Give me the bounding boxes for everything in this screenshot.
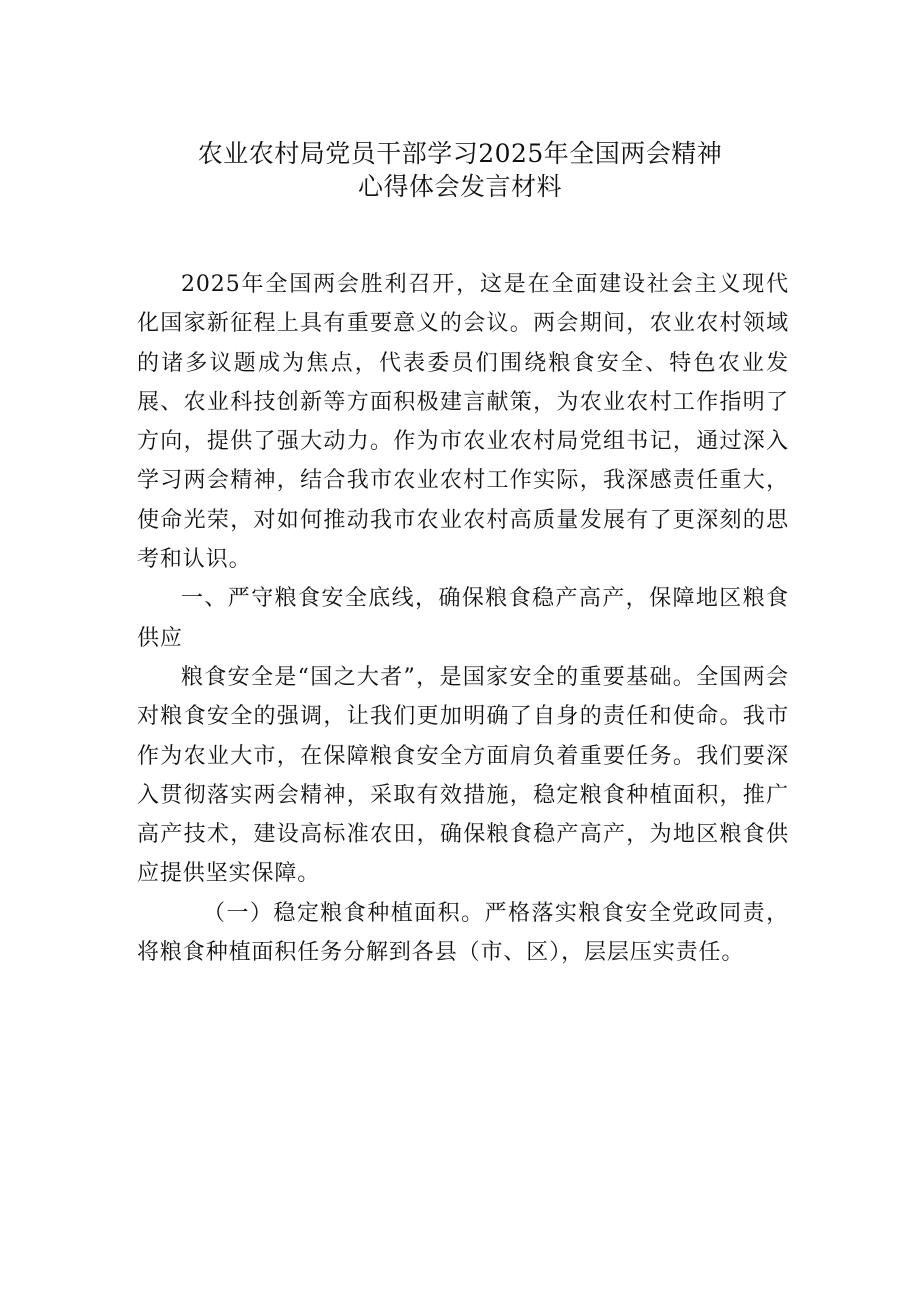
intro-paragraph: 2025年全国两会胜利召开，这是在全面建设社会主义现代化国家新征程上具有重要意义的会议。两会期间，农业农村领域的诸多议题成为焦点，代表委员们围绕粮食安全、特色农业发展、农业科技创新等方面积极建言献策，为农业农村工作指明了方向，提供了强大动力。作为市农业农村局党组书记，通过深入学习两会精神，结合我市农业农村工作实际，我深感责任重大，使命光荣，对如何推动我市农业农村高质量发展有了更深刻的思考和认识。 [137,272,789,573]
document-body [137,265,789,972]
document-title-line-2: 心得体会发言材料 [357,172,562,201]
document-title-line-1: 农业农村局党员干部学习2025年全国两会精神 [197,139,723,168]
section-1-paragraph: 粮食安全是“国之大者”，是国家安全的重要基础。全国两会对粮食安全的强调，让我们更加明确了自身的责任和使命。我市作为农业大市，在保障粮食安全方面肩负着重要任务。我们要深入贯彻落实两会精神，采取有效措施，稳定粮食种植面积，推广高产技术，建设高标准农田，确保粮食稳产高产，为地区粮食供应提供坚实保障。 [137,664,789,887]
section-heading-1: 一、严守粮食安全底线，确保粮食稳产高产，保障地区粮食供应 [137,586,789,651]
subsection-1-paragraph: （一）稳定粮食种植面积。严格落实粮食安全党政同责，将粮食种植面积任务分解到各县（市、区），层层压实责任。 [137,900,789,966]
